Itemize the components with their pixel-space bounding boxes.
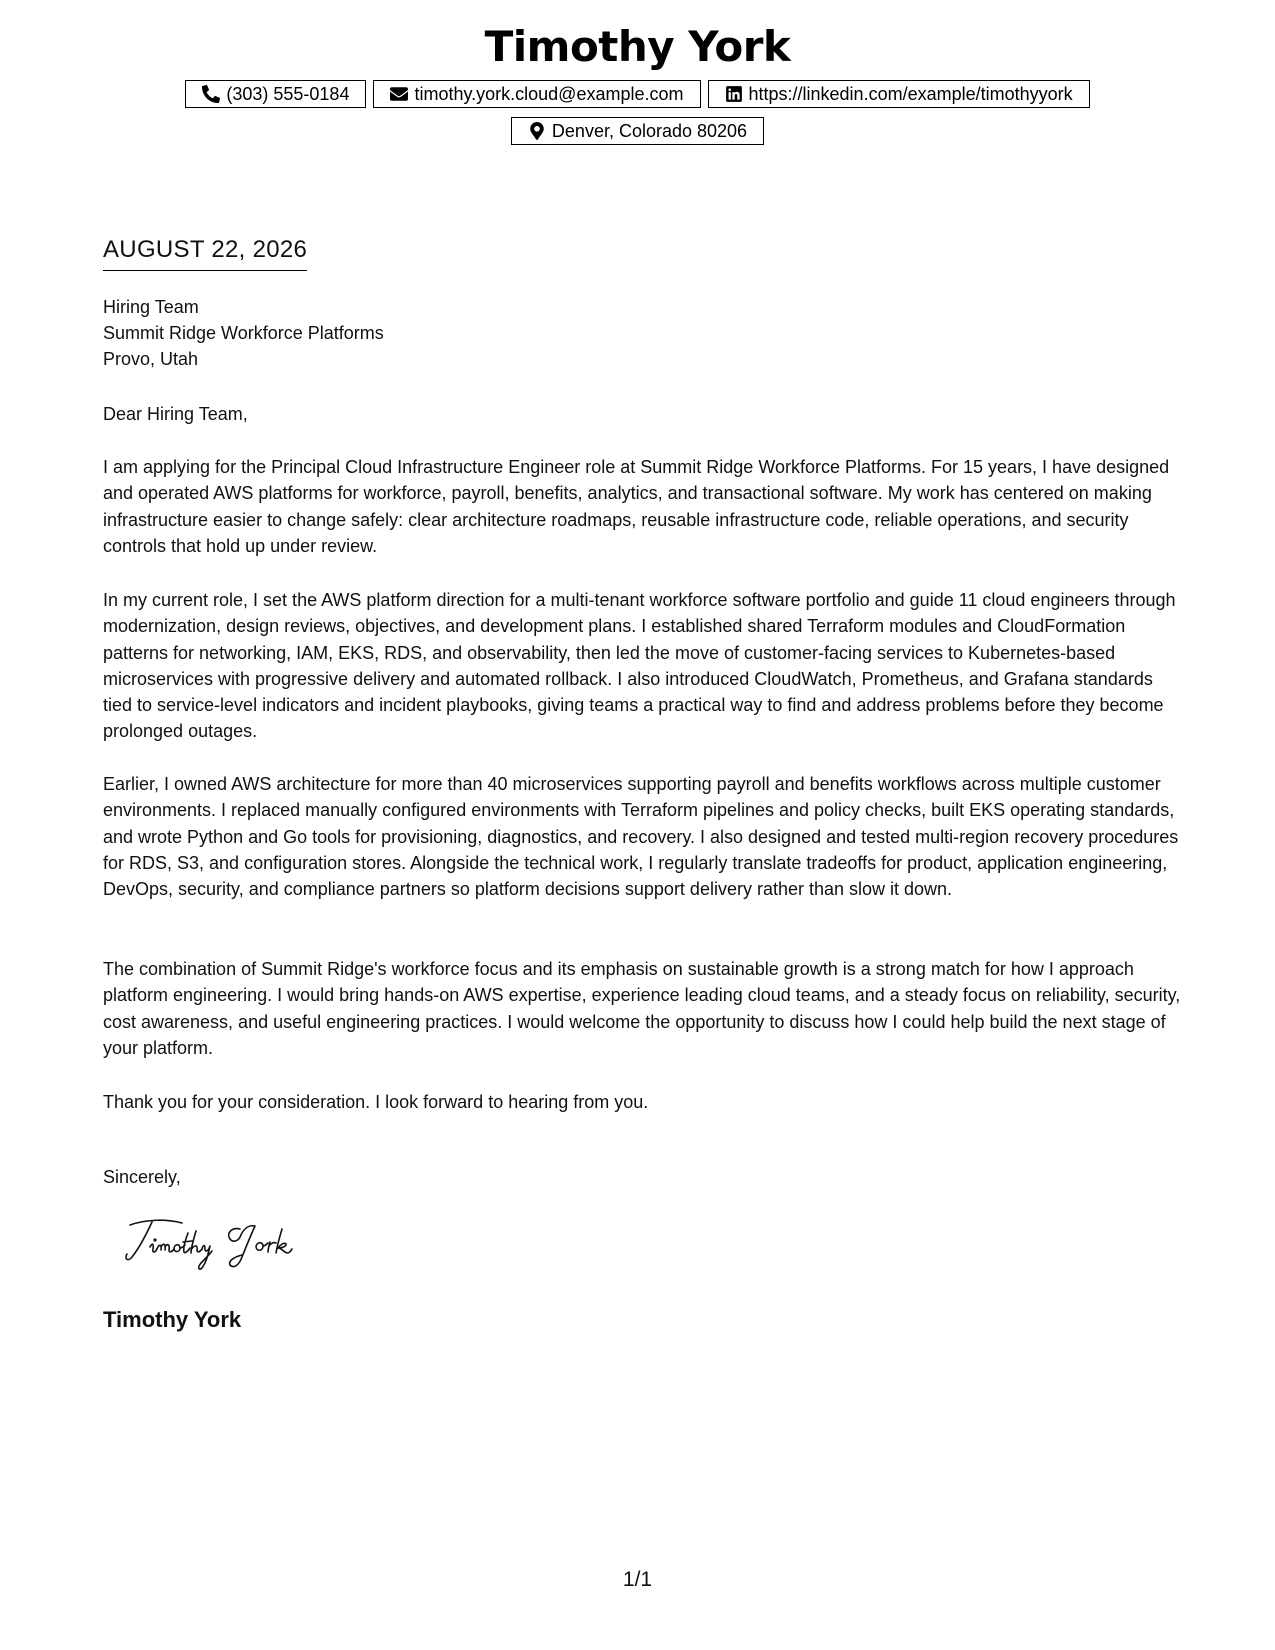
phone-chip[interactable] <box>185 80 366 108</box>
paragraph-text: In my current role, I set the AWS platform direction for a multi-tenant workforce software portfolio and guide 11 cloud engineers through modernization, design reviews, objectives, and development plans. I established shared Terraform modules and CloudFormation patterns for networking, IAM, EKS, RDS, and observability, then led the move of customer-facing services to Kubernetes-based microservices with progressive delivery and automated rollback. I also introduced CloudWatch, Prometheus, and Grafana standards tied to service-level indicators and incident playbooks, giving teams a practical way to find and address problems before they become prolonged outages. <box>103 590 1176 742</box>
recipient-line: Summit Ridge Workforce Platforms <box>103 323 384 343</box>
recipient-line: Provo, Utah <box>103 349 199 369</box>
phone-text: (303) 555-0184 <box>226 83 350 104</box>
linkedin-text: https://linkedin.com/example/timothyyork <box>748 83 1073 104</box>
body-paragraph <box>103 771 1183 902</box>
closing: Sincerely, <box>103 1167 181 1187</box>
letter-date: AUGUST 22, 2026 <box>103 236 307 271</box>
paragraph-text: I am applying for the Principal Cloud Infrastructure Engineer role at Summit Ridge Workforce Platforms. For 15 years, I have designed and operated AWS platforms for workforce, payroll, benefits, analytics, and transactional software. My work has centered on making infrastructure easier to change safely: clear architecture roadmaps, reusable infrastructure code, reliable operations, and security controls that hold up under review. <box>103 457 1170 556</box>
body-paragraph <box>103 587 1183 745</box>
envelope-icon <box>390 85 408 103</box>
salutation: Dear Hiring Team, <box>103 404 248 424</box>
contact-row-location <box>0 117 1275 145</box>
page-number: 1/1 <box>622 1568 653 1591</box>
body-paragraph <box>103 454 1183 559</box>
recipient-line: Hiring Team <box>103 297 199 317</box>
paragraph-text: Thank you for your consideration. I look forward to hearing from you. <box>103 1092 649 1112</box>
applicant-name: Timothy York <box>484 22 791 71</box>
email-text: timothy.york.cloud@example.com <box>414 83 684 104</box>
contact-row <box>0 80 1275 108</box>
body-paragraph <box>103 1089 1183 1115</box>
signer-name: Timothy York <box>103 1307 242 1332</box>
location-chip <box>511 117 764 145</box>
email-chip[interactable] <box>373 80 700 108</box>
linkedin-chip[interactable] <box>708 80 1090 108</box>
handwritten-signature <box>122 1213 352 1273</box>
paragraph-text: Earlier, I owned AWS architecture for more than 40 microservices supporting payroll and benefits workflows across multiple customer environments. I replaced manually configured environments with Terraform pipelines and policy checks, built EKS operating standards, and wrote Python and Go tools for provisioning, diagnostics, and recovery. I also designed and tested multi-region recovery procedures for RDS, S3, and configuration stores. Alongside the technical work, I regularly translate tradeoffs for product, application engineering, DevOps, security, and compliance partners so platform decisions support delivery rather than slow it down. <box>103 774 1179 900</box>
body-paragraph <box>103 956 1183 1061</box>
paragraph-text: The combination of Summit Ridge's workforce focus and its emphasis on sustainable growth is a strong match for how I approach platform engineering. I would bring hands-on AWS expertise, experience leading cloud teams, and a steady focus on reliability, security, cost awareness, and useful engineering practices. I would welcome the opportunity to discuss how I could help build the next stage of your platform. <box>103 959 1181 1058</box>
linkedin-icon <box>725 85 743 103</box>
map-marker-icon <box>528 122 546 140</box>
phone-icon <box>202 85 220 103</box>
recipient-block <box>103 294 384 372</box>
location-text: Denver, Colorado 80206 <box>551 120 748 141</box>
